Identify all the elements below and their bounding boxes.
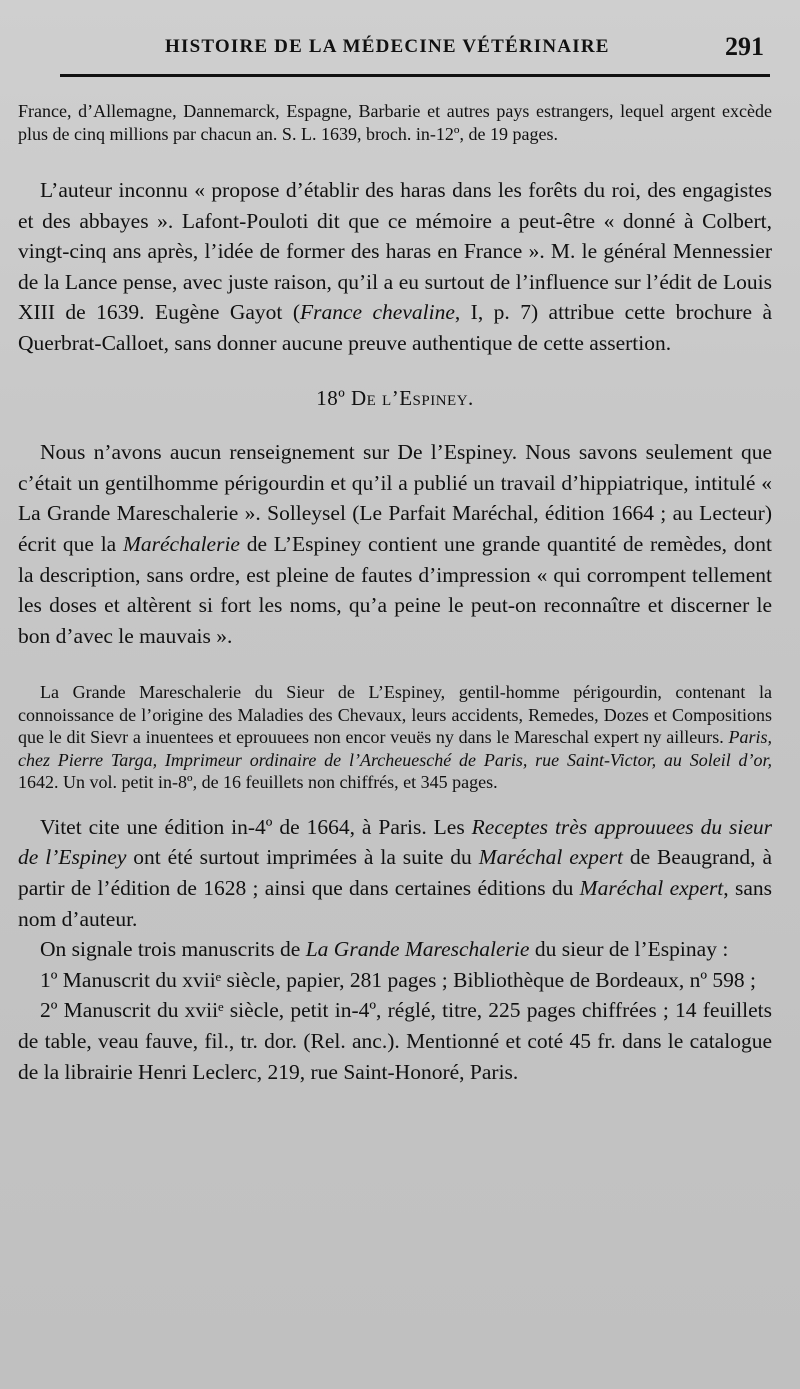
paragraph-haras: L’auteur inconnu « propose d’établir des haras dans les forêts du roi, des engagistes et des abbayes ». Lafont-Pouloti dit que ce mémoire a peut-être « donné à Colbert, vingt-cinq ans après, l’idée de former des haras en France ». M. le général Mennessier de la Lance pense, avec juste raison, qu’il a eu surtout de l’influence sur l’édit de Louis XIII de 1639. Eugène Gayot (France chevaline, I, p. 7) attribue cette brochure à Querbrat-Calloet, sans donner aucune preuve authentique de cette assertion. (18, 178, 772, 355)
paragraph-espiney: Nous n’avons aucun renseignement sur De l’Espiney. Nous savons seulement que c’était un gentilhomme périgourdin et qu’il a publié un travail d’hippiatrique, intitulé « La Grande Mareschalerie ». Solleysel (Le Parfait Maréchal, édition 1664 ; au Lecteur) écrit que la Maréchalerie de L’Espiney contient une grande quantité de remèdes, dont la description, sans ordre, est pleine de fautes d’impression « qui corrompent tellement les doses et altèrent si fort les noms, qu’a peine le peut-on reconnaître et discerner le bon d’avec le mauvais ». (18, 440, 772, 648)
running-title: HISTOIRE DE LA MÉDECINE VÉTÉRINAIRE (165, 36, 610, 57)
page-body (18, 100, 772, 1087)
section-heading: 18º De l’Espiney. (316, 385, 474, 410)
page-number: 291 (725, 32, 764, 61)
page-header (60, 30, 770, 74)
paragraph-vitet: Vitet cite une édition in-4º de 1664, à Paris. Les Receptes très approuuees du sieur de l’Espiney ont été surtout imprimées à la suite du Maréchal expert de Beaugrand, à partir de l’édition de 1628 ; ainsi que dans certaines éditions du Maréchal expert, sans nom d’auteur. (18, 814, 773, 931)
bibliography-continuation: France, d’Allemagne, Dannemarck, Espagne, Barbarie et autres pays estrangers, lequel argent excède plus de cinq millions par chacun an. S. L. 1639, broch. in-12º, de 19 pages. (18, 101, 772, 144)
bibliography-grande-mareschalerie: La Grande Mareschalerie du Sieur de L’Espiney, gentil-homme périgourdin, contenant la connoissance de l’origine des Maladies des Chevaux, leurs accidents, Remedes, Dozes et Compositions que le dit Sievr a inuentees et eprouuees non encor veuës ny dans le Mareschal expert ny ailleurs. Paris, chez Pierre Targa, Imprimeur ordinaire de l’Archeuesché de Paris, rue Saint-Victor, au Soleil d’or, 1642. Un vol. petit in-8º, de 16 feuillets non chiffrés, et 345 pages. (18, 682, 772, 793)
manuscript-item-2: 2º Manuscrit du xviiᵉ siècle, petit in-4º, réglé, titre, 225 pages chiffrées ; 14 feuillets de table, veau fauve, fil., tr. dor. (Rel. anc.). Mentionné et coté 45 fr. dans le catalogue de la librairie Henri Leclerc, 219, rue Saint-Honoré, Paris. (18, 998, 772, 1084)
paragraph-manuscrits: On signale trois manuscrits de La Grande Mareschalerie du sieur de l’Espinay : (40, 937, 729, 962)
header-rule (60, 74, 770, 77)
manuscript-item-1: 1º Manuscrit du xviiᵉ siècle, papier, 281 pages ; Bibliothèque de Bordeaux, nº 598 ; (40, 967, 756, 992)
